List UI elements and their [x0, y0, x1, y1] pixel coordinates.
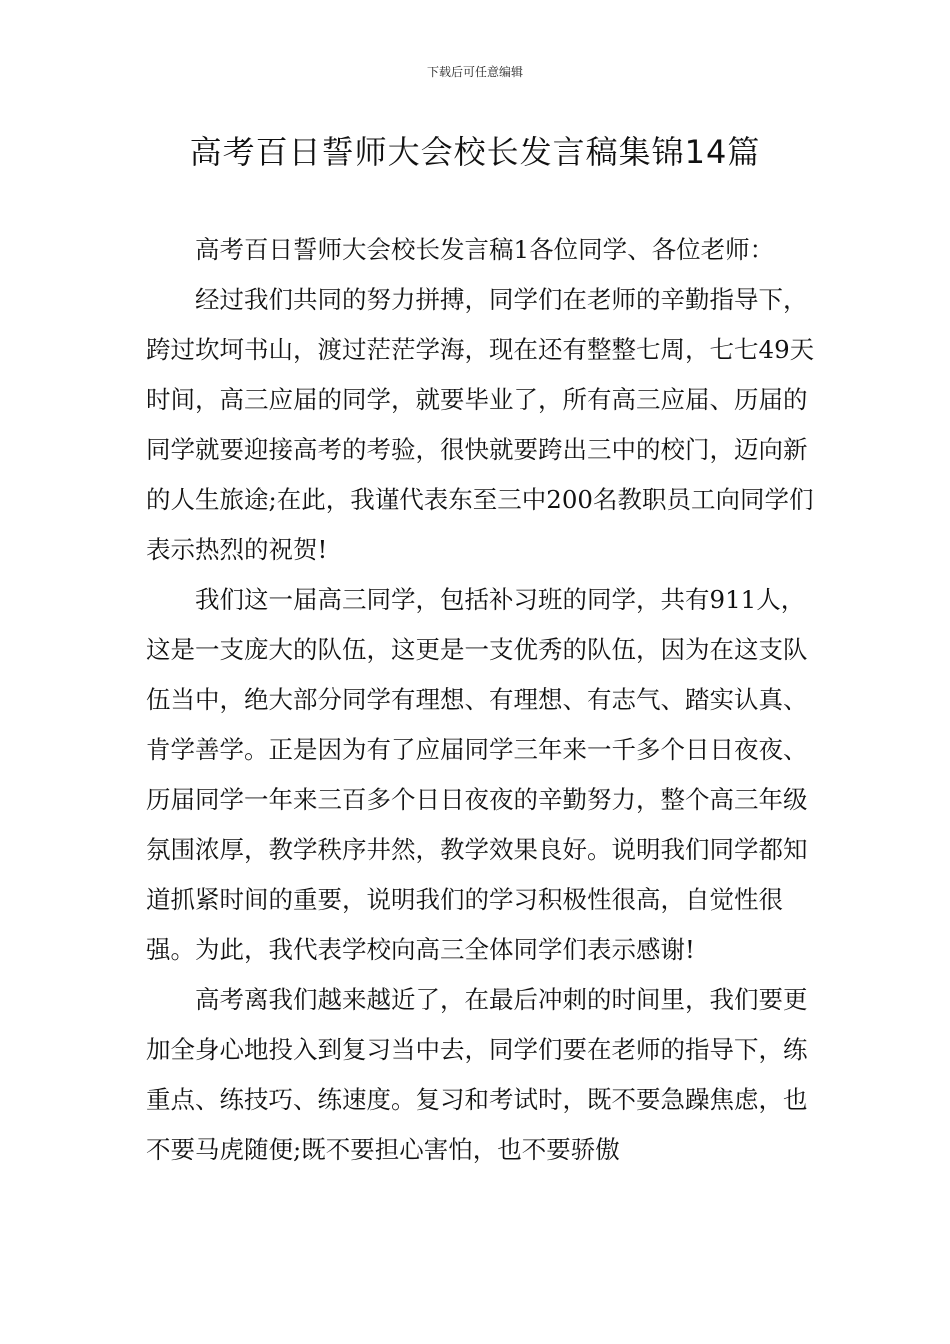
paragraph-3: 我们这一届高三同学，包括补习班的同学，共有911人，这是一支庞大的队伍，这更是一支优秀的队伍，因为在这支队伍当中，绝大部分同学有理想、有理想、有志气、踏实认真、肯学善学。正是因为有了应届同学三年来一千多个日日夜夜、历届同学一年来三百多个日日夜夜的辛勤努力，整个高三年级氛围浓厚，教学秩序井然，教学效果良好。说明我们同学都知道抓紧时间的重要，说明我们的学习积极性很高，自觉性很强。为此，我代表学校向高三全体同学们表示感谢! — [146, 585, 808, 964]
paragraph-1: 高考百日誓师大会校长发言稿1各位同学、各位老师： — [195, 235, 775, 264]
document-title: 高考百日誓师大会校长发言稿集锦14篇 — [189, 133, 761, 171]
paragraph-4: 高考离我们越来越近了，在最后冲刺的时间里，我们要更加全身心地投入到复习当中去，同学们要在老师的指导下，练重点、练技巧、练速度。复习和考试时，既不要急躁焦虑，也不要马虎随便;既不要担心害怕，也不要骄傲 — [146, 985, 808, 1164]
document-body — [146, 225, 826, 1175]
paragraph-2: 经过我们共同的努力拼搏，同学们在老师的辛勤指导下，跨过坎坷书山，渡过茫茫学海，现在还有整整七周，七七49天时间，高三应届的同学，就要毕业了，所有高三应届、历届的同学就要迎接高考的考验，很快就要跨出三中的校门，迈向新的人生旅途;在此，我谨代表东至三中200名教职员工向同学们表示热烈的祝贺! — [146, 285, 815, 564]
header-note: 下载后可任意编辑 — [426, 65, 523, 79]
